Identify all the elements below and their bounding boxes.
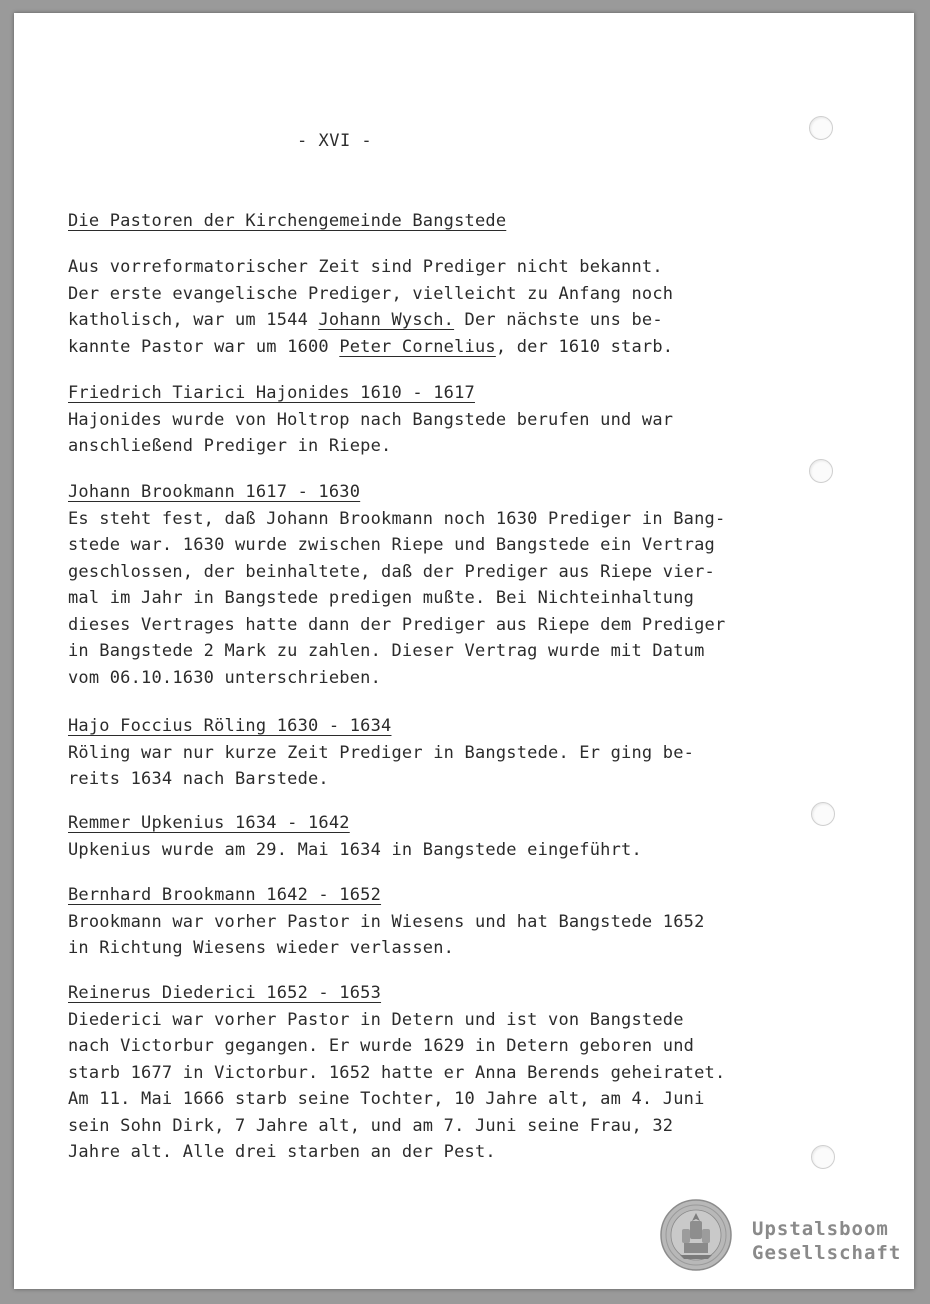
paragraph-line: mal im Jahr in Bangstede predigen mußte. Bei Nichteinhaltung	[68, 588, 695, 608]
paragraph-line: vom 06.10.1630 unterschrieben.	[68, 667, 382, 688]
paragraph-line: reits 1634 nach Barstede.	[68, 769, 329, 789]
pastor-heading: Hajo Foccius Röling 1630 - 1634	[68, 716, 392, 736]
paragraph-line: starb 1677 in Victorbur. 1652 hatte er Anna Berends geheiratet.	[68, 1062, 726, 1083]
page-number: - XVI -	[297, 131, 373, 151]
pastor-heading: Bernhard Brookmann 1642 - 1652	[68, 885, 382, 905]
punch-hole	[811, 1145, 835, 1169]
pastor-section	[68, 380, 808, 460]
paragraph-line: dieses Vertrages hatte dann der Prediger aus Riepe dem Prediger	[68, 614, 726, 635]
pastor-name-wysch: Johann Wysch.	[318, 310, 455, 330]
punch-hole	[809, 116, 833, 140]
paragraph-line: nach Victorbur gegangen. Er wurde 1629 in Detern geboren und	[68, 1036, 695, 1056]
paragraph-line: Diederici war vorher Pastor in Detern und ist von Bangstede	[68, 1009, 684, 1030]
brand-line-2: Gesellschaft	[752, 1242, 902, 1264]
paragraph-line: in Richtung Wiesens wieder verlassen.	[68, 938, 455, 958]
paragraph-line: stede war. 1630 wurde zwischen Riepe und Bangstede ein Vertrag	[68, 535, 715, 555]
pastor-heading: Johann Brookmann 1617 - 1630	[68, 482, 361, 502]
intro-text: Der nächste uns be-	[454, 310, 663, 330]
intro-text: , der 1610 starb.	[495, 336, 674, 357]
pastor-heading: Friedrich Tiarici Hajonides 1610 - 1617	[68, 383, 475, 403]
pastor-heading: Reinerus Diederici 1652 - 1653	[68, 983, 382, 1003]
punch-hole	[809, 459, 833, 483]
intro-text: katholisch, war um 1544	[68, 310, 319, 330]
page-title: Die Pastoren der Kirchengemeinde Bangstede	[68, 211, 507, 231]
intro-line	[68, 334, 808, 361]
intro-line	[68, 307, 808, 334]
pastor-section	[68, 810, 808, 863]
paragraph-line: sein Sohn Dirk, 7 Jahre alt, und am 7. Juni seine Frau, 32	[68, 1115, 674, 1136]
pastor-name-cornelius: Peter Cornelius	[339, 336, 496, 357]
paragraph-line: in Bangstede 2 Mark zu zahlen. Dieser Vertrag wurde mit Datum	[68, 641, 705, 661]
paragraph-line: Am 11. Mai 1666 starb seine Tochter, 10 Jahre alt, am 4. Juni	[68, 1089, 705, 1109]
paragraph-line: Brookmann war vorher Pastor in Wiesens und hat Bangstede 1652	[68, 911, 705, 932]
document-page	[14, 13, 914, 1289]
paragraph-line: geschlossen, der beinhaltete, daß der Prediger aus Riepe vier-	[68, 561, 715, 582]
punch-hole	[811, 802, 835, 826]
page-title-block	[68, 208, 808, 235]
pastor-heading: Remmer Upkenius 1634 - 1642	[68, 813, 350, 833]
pastor-section	[68, 479, 808, 691]
intro-line: Aus vorreformatorischer Zeit sind Prediger nicht bekannt.	[68, 257, 663, 277]
intro-text: kannte Pastor war um 1600	[68, 336, 340, 357]
brand-line-1: Upstalsboom	[752, 1218, 889, 1240]
paragraph-line: Upkenius wurde am 29. Mai 1634 in Bangstede eingeführt.	[68, 839, 642, 860]
intro-paragraph	[68, 254, 808, 360]
paragraph-line: Es steht fest, daß Johann Brookmann noch 1630 Prediger in Bang-	[68, 508, 726, 529]
paragraph-line: Röling war nur kurze Zeit Prediger in Bangstede. Er ging be-	[68, 742, 695, 763]
pastor-section	[68, 980, 808, 1166]
brand-watermark	[752, 1217, 901, 1265]
pastor-section	[68, 882, 808, 962]
paragraph-line: anschließend Prediger in Riepe.	[68, 436, 392, 456]
paragraph-line: Hajonides wurde von Holtrop nach Bangstede berufen und war	[68, 409, 674, 430]
intro-line: Der erste evangelische Prediger, vielleicht zu Anfang noch	[68, 283, 674, 304]
seal-logo-icon	[660, 1199, 732, 1271]
pastor-section	[68, 713, 808, 793]
paragraph-line: Jahre alt. Alle drei starben an der Pest.	[68, 1142, 496, 1162]
